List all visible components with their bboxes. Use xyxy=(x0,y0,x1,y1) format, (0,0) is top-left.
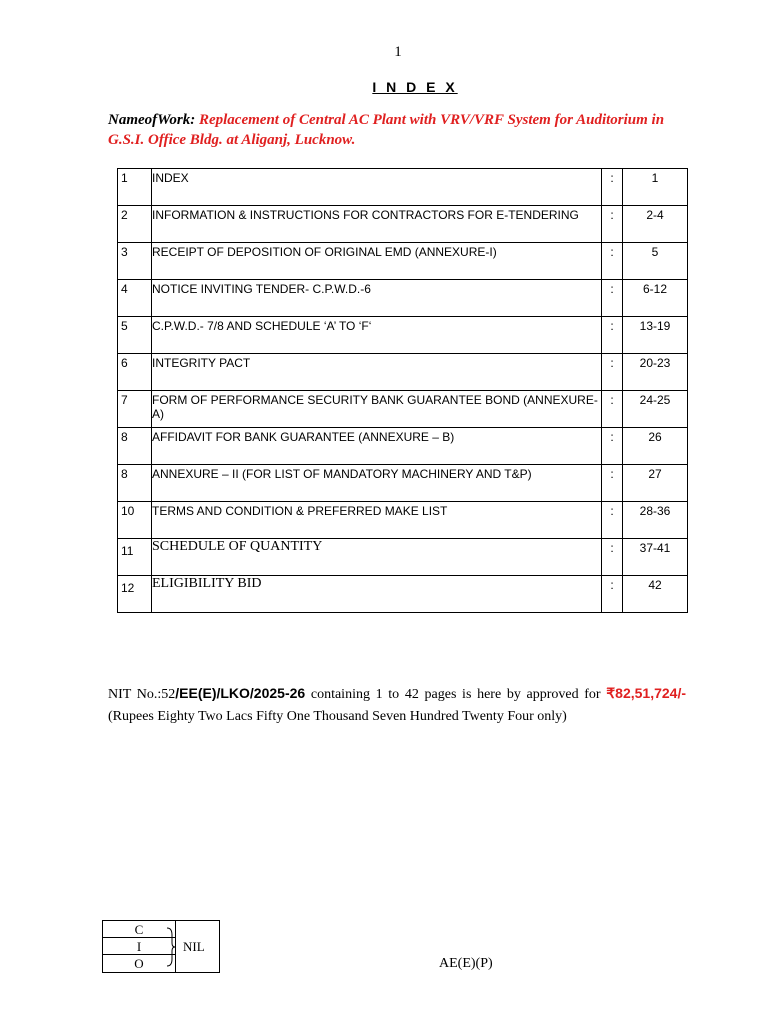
name-of-work-text: Replacement of Central AC Plant with VRV/VRF System for Auditorium in G.S.I. Office Bldg. at Aliganj, Lucknow. xyxy=(108,112,665,148)
row-colon: : xyxy=(602,465,623,502)
table-row xyxy=(118,539,688,576)
row-pages: 20-23 xyxy=(623,354,688,391)
row-description: C.P.W.D.- 7/8 AND SCHEDULE ‘A’ TO ‘F‘ xyxy=(152,317,602,354)
row-description: ANNEXURE – II (FOR LIST OF MANDATORY MACHINERY AND T&P) xyxy=(152,465,602,502)
row-colon: : xyxy=(602,169,623,206)
row-pages: 28-36 xyxy=(623,502,688,539)
index-title: I N D E X xyxy=(372,79,458,95)
brace-icon xyxy=(166,927,176,967)
table-row xyxy=(118,391,688,428)
row-number: 10 xyxy=(118,502,152,539)
row-description: INFORMATION & INSTRUCTIONS FOR CONTRACTORS FOR E-TENDERING xyxy=(152,206,602,243)
nit-amount: ₹82,51,724/- xyxy=(606,685,686,701)
row-pages: 1 xyxy=(623,169,688,206)
table-row xyxy=(118,206,688,243)
row-description: INTEGRITY PACT xyxy=(152,354,602,391)
row-colon: : xyxy=(602,206,623,243)
cio-box xyxy=(102,920,220,973)
row-colon: : xyxy=(602,502,623,539)
row-description: RECEIPT OF DEPOSITION OF ORIGINAL EMD (ANNEXURE-I) xyxy=(152,243,602,280)
row-number: 1 xyxy=(118,169,152,206)
row-colon: : xyxy=(602,354,623,391)
signature-designation: AE(E)(P) xyxy=(439,956,493,971)
cio-nil: NIL xyxy=(183,939,205,954)
table-row xyxy=(118,354,688,391)
row-pages: 26 xyxy=(623,428,688,465)
nit-prefix: NIT No.:52 xyxy=(108,687,176,702)
row-description: SCHEDULE OF QUANTITY xyxy=(152,539,602,576)
row-number: 11 xyxy=(118,539,152,576)
index-table xyxy=(117,168,688,613)
row-number: 5 xyxy=(118,317,152,354)
name-of-work-label: NameofWork: xyxy=(108,112,196,128)
page-number: 1 xyxy=(394,44,402,60)
cio-o: O xyxy=(103,955,176,972)
row-number: 8 xyxy=(118,465,152,502)
row-number: 6 xyxy=(118,354,152,391)
row-colon: : xyxy=(602,428,623,465)
row-description: TERMS AND CONDITION & PREFERRED MAKE LIST xyxy=(152,502,602,539)
row-colon: : xyxy=(602,576,623,613)
row-pages: 2-4 xyxy=(623,206,688,243)
row-pages: 24-25 xyxy=(623,391,688,428)
row-colon: : xyxy=(602,317,623,354)
row-colon: : xyxy=(602,391,623,428)
table-row xyxy=(118,243,688,280)
cio-c: C xyxy=(103,921,176,938)
row-pages: 27 xyxy=(623,465,688,502)
cio-i: I xyxy=(103,938,176,955)
row-pages: 6-12 xyxy=(623,280,688,317)
table-row xyxy=(118,428,688,465)
row-pages: 42 xyxy=(623,576,688,613)
row-pages: 13-19 xyxy=(623,317,688,354)
nit-approval-paragraph xyxy=(108,682,686,728)
row-number: 7 xyxy=(118,391,152,428)
row-description: INDEX xyxy=(152,169,602,206)
row-number: 2 xyxy=(118,206,152,243)
name-of-work xyxy=(108,110,692,150)
table-row xyxy=(118,169,688,206)
table-row xyxy=(118,465,688,502)
row-description: ELIGIBILITY BID xyxy=(152,576,602,613)
row-number: 4 xyxy=(118,280,152,317)
row-pages: 5 xyxy=(623,243,688,280)
row-colon: : xyxy=(602,280,623,317)
row-pages: 37-41 xyxy=(623,539,688,576)
row-number: 3 xyxy=(118,243,152,280)
nit-number: /EE(E)/LKO/2025-26 xyxy=(175,685,306,701)
nit-suffix: (Rupees Eighty Two Lacs Fifty One Thousand Seven Hundred Twenty Four only) xyxy=(108,709,567,724)
table-row xyxy=(118,317,688,354)
nit-middle: containing 1 to 42 pages is here by approved for xyxy=(305,687,607,702)
row-number: 8 xyxy=(118,428,152,465)
table-row xyxy=(118,502,688,539)
row-colon: : xyxy=(602,539,623,576)
row-colon: : xyxy=(602,243,623,280)
row-number: 12 xyxy=(118,576,152,613)
table-row xyxy=(118,576,688,613)
row-description: AFFIDAVIT FOR BANK GUARANTEE (ANNEXURE – B) xyxy=(152,428,602,465)
row-description: FORM OF PERFORMANCE SECURITY BANK GUARANTEE BOND (ANNEXURE-A) xyxy=(152,391,602,428)
row-description: NOTICE INVITING TENDER- C.P.W.D.-6 xyxy=(152,280,602,317)
table-row xyxy=(118,280,688,317)
